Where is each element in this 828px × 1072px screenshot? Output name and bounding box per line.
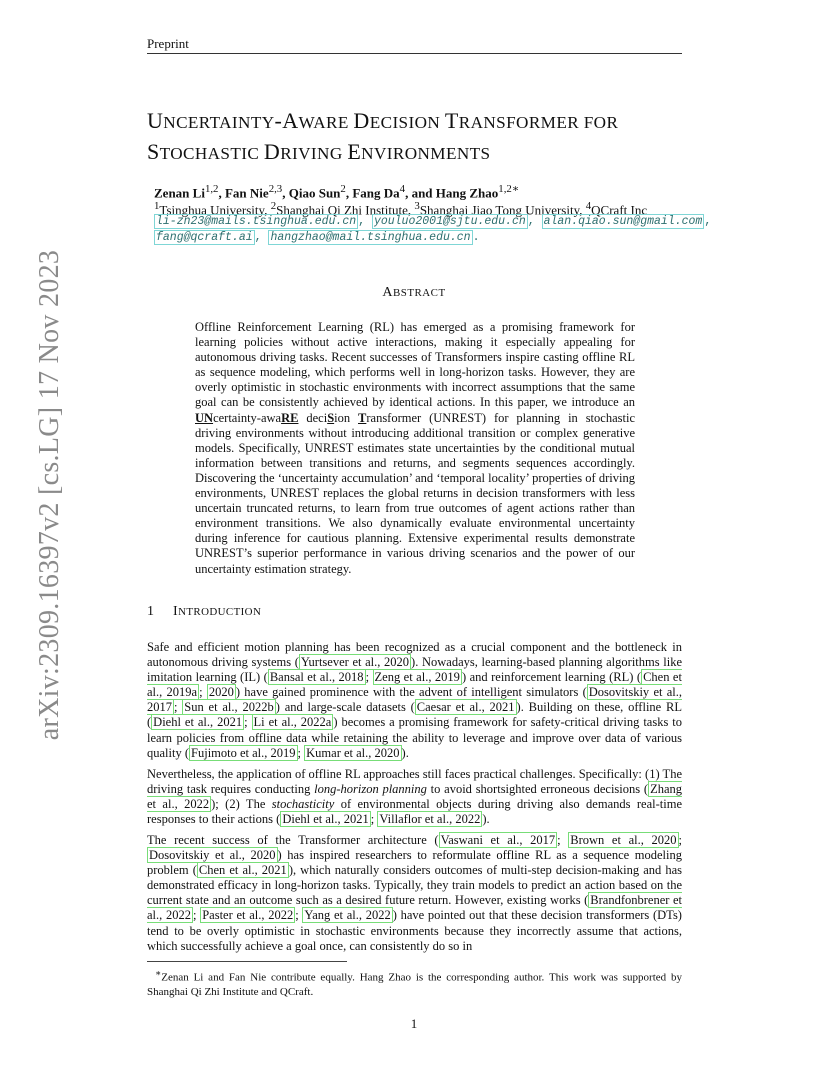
paragraph-text: ) and reinforcement learning (RL) (	[461, 670, 642, 685]
section-number: 1	[147, 604, 155, 619]
author-affil-mark: 2,3	[268, 183, 283, 195]
citation-link[interactable]: Yang et al., 2022	[304, 908, 391, 923]
acronym-text: ransformer	[366, 410, 422, 425]
citation-link[interactable]: Brandfonbrener et al., 2022	[147, 893, 682, 923]
email-end: .	[472, 231, 480, 244]
author-sep: ,	[345, 185, 353, 201]
paragraph-text: ;	[244, 715, 252, 730]
title-line-1	[147, 106, 707, 137]
citation-link[interactable]: Paster et al., 2022	[202, 908, 294, 923]
author-name: Fan Nie	[224, 185, 269, 201]
intro-paragraph-3	[147, 833, 682, 954]
citation-link[interactable]: Zhang et al., 2022	[147, 782, 682, 812]
intro-paragraph-2	[147, 767, 682, 827]
emphasis-text: long-horizon planning	[314, 782, 427, 797]
affil-mark: 1	[154, 200, 160, 212]
section-heading	[147, 604, 261, 620]
paragraph-text: ;	[174, 700, 183, 715]
email-sep: ,	[358, 215, 372, 228]
paragraph-text: ) have gained prominence with the advent of intelligent simulators (	[235, 685, 587, 700]
acronym-letter: UN	[195, 410, 214, 425]
acronym-text: deci	[298, 410, 328, 425]
paragraph-text: ) have pointed out that these decision transformers (DTs) tend to be overly optimistic in stochastic environments because they incorrectly assume that actions, which successfully achieve a goal once, can consistently do so in	[147, 908, 682, 953]
author-sep: ,	[282, 185, 289, 201]
abstract-heading-rest: BSTRACT	[393, 287, 446, 299]
email-link[interactable]: alan.qiao.sun@gmail.com	[543, 215, 703, 228]
author-name: Hang Zhao	[435, 185, 499, 201]
author-affil-mark: 1,2∗	[498, 183, 520, 195]
affil-mark: 4	[585, 200, 592, 212]
citation-link[interactable]: Vaswani et al., 2017	[440, 833, 556, 847]
paragraph-text: ). Building on these, offline RL (	[147, 700, 682, 730]
title-smallcaps: NVIRONMENTS	[361, 144, 491, 163]
citation-link[interactable]: Zeng et al., 2019	[374, 670, 460, 685]
title-smallcaps: ECISION	[369, 113, 445, 132]
footnote-rule	[147, 961, 347, 962]
section-title-initial: I	[173, 604, 179, 619]
paragraph-text: ;	[678, 833, 682, 847]
email-list	[154, 214, 714, 246]
acronym-letter: T	[358, 410, 367, 425]
affil-sep: ,	[264, 202, 271, 218]
title-line-2	[147, 137, 707, 168]
paragraph-text: ), which naturally considers outcomes of multi-step decision-making and has demonstrated efficacy in long-horizon tasks. Typically, they train models to predict an action based on the current state and an outcome such as a desired future return. However, existing works (	[147, 863, 682, 908]
citation-link[interactable]: Yurtsever et al., 2020	[300, 655, 410, 670]
paragraph-text: ;	[297, 745, 305, 760]
paragraph-text: ) and large-scale datasets (	[275, 700, 415, 715]
abstract-acronym	[195, 411, 421, 425]
acronym-text: certainty-awa	[213, 410, 282, 425]
title-smallcaps: RIVING	[280, 144, 348, 163]
emphasis-text: stochasticity	[271, 797, 335, 812]
paragraph-text: ) becomes a promising framework for safety-critical driving tasks to learn policies from offline data while retaining the ability to leverage and improve over data of various quality (	[147, 715, 682, 760]
email-link[interactable]: youluo2001@sjtu.edu.cn	[373, 215, 526, 228]
email-sep: ,	[254, 231, 269, 244]
citation-link[interactable]: Li et al., 2022a	[253, 715, 332, 730]
citation-link[interactable]: Bansal et al., 2018	[269, 670, 364, 685]
paragraph-text: ).	[401, 745, 409, 760]
author-name: Qiao Sun	[288, 185, 341, 201]
citation-link[interactable]: Caesar et al., 2021	[416, 700, 515, 715]
author-name: Zenan Li	[154, 185, 205, 201]
title-initial: S	[147, 139, 160, 164]
running-header: Preprint	[147, 36, 189, 51]
paragraph-text: ); (2) The	[211, 797, 272, 812]
footnote-text: Zenan Li and Fan Nie contribute equally. Hang Zhao is the corresponding author. This work was supported by Shanghai Qi Zhi Institute and QCraft.	[147, 971, 682, 998]
author-affil-mark: 2	[340, 183, 346, 195]
paper-title	[147, 106, 707, 168]
abstract-body	[195, 320, 635, 577]
citation-link[interactable]: Fujimoto et al., 2019	[191, 745, 296, 760]
abstract-heading	[0, 285, 828, 301]
title-initial: D	[353, 108, 370, 133]
citation-link[interactable]: Chen et al., 2021	[198, 863, 287, 878]
paragraph-text: ;	[557, 833, 569, 847]
paragraph-text: ). Nowadays, learning-based planning algorithms like imitation learning (IL) (	[147, 655, 682, 685]
section-title-rest: NTRODUCTION	[178, 606, 262, 618]
paragraph-text: The recent success of the Transformer architecture (	[147, 833, 439, 847]
citation-link[interactable]: Diehl et al., 2021	[282, 812, 369, 827]
author-name: Fang Da	[352, 185, 400, 201]
author-sep: , and	[405, 185, 436, 201]
intro-paragraph-1	[147, 640, 682, 761]
abstract-heading-initial: A	[382, 285, 394, 300]
header-rule	[147, 53, 682, 54]
affil-sep: ,	[407, 202, 415, 218]
title-initial: D	[263, 139, 281, 164]
email-sep: ,	[527, 215, 542, 228]
paragraph-text: to avoid shortsighted erroneous decisions (	[426, 782, 649, 797]
paragraph-text: ).	[482, 812, 490, 827]
paragraph-text: ) has inspired researchers to reformulate offline RL as a sequence modeling problem (	[147, 848, 682, 878]
citation-link[interactable]: Sun et al., 2022b	[184, 700, 274, 715]
arxiv-identifier[interactable]	[22, 249, 78, 741]
affil-mark: 3	[414, 200, 420, 212]
citation-link[interactable]: Brown et al., 2020	[570, 833, 677, 847]
citation-link[interactable]: Villaflor et al., 2022	[379, 812, 481, 827]
acronym-letter: S	[327, 410, 335, 425]
email-link[interactable]: li-zn23@mails.tsinghua.edu.cn	[156, 215, 357, 228]
footnote	[147, 966, 682, 999]
abstract-text-before: Offline Reinforcement Learning (RL) has emerged as a promising framework for learning policies without active interactions, making it especially appealing for autonomous driving tasks. Recent successes of Transformers inspire casting offline RL as sequence modeling, which performs well in long-horizon tasks. However, they are overly optimistic in stochastic environments with incorrect assumptions that the same goal can be consistently achieved by identical actions. In this paper, we introduce an	[195, 320, 635, 410]
paragraph-text: ;	[365, 670, 373, 685]
paragraph-text: ;	[295, 908, 303, 923]
affil-mark: 2	[270, 200, 277, 212]
citation-link[interactable]: Kumar et al., 2020	[306, 745, 400, 760]
email-link[interactable]: fang@qcraft.ai	[156, 231, 253, 244]
paragraph-text: ;	[193, 908, 201, 923]
footnote-mark: ∗	[155, 968, 162, 978]
email-sep: ,	[704, 215, 712, 228]
paragraph-text: ;	[370, 812, 378, 827]
paragraph-text: of environmental objects during driving also demands real-time responses to their actions (	[147, 797, 683, 827]
affil-sep: ,	[579, 202, 586, 218]
citation-link[interactable]: Dosovitskiy et al., 2017	[147, 685, 683, 715]
title-smallcaps: RANSFORMER FOR	[458, 113, 619, 132]
author-affil-mark: 1,2	[204, 183, 219, 195]
title-initial: T	[444, 108, 459, 133]
email-link[interactable]: hangzhao@mail.tsinghua.edu.cn	[270, 231, 471, 244]
title-initial: U	[147, 108, 164, 133]
paragraph-text: ;	[199, 685, 207, 700]
title-smallcaps: NCERTAINTY	[163, 113, 275, 132]
title-smallcaps: WARE	[298, 113, 354, 132]
author-affil-mark: 4	[399, 183, 406, 195]
title-initial: -A	[274, 108, 299, 133]
citation-link[interactable]: 2020	[208, 685, 234, 700]
affil-name: Tsinghua University	[159, 202, 265, 218]
title-initial: E	[347, 139, 362, 164]
author-sep: ,	[218, 185, 225, 201]
affil-name: Shanghai Jiao Tong University	[419, 202, 580, 218]
acronym-letter: RE	[281, 410, 299, 425]
abstract-text-after: (UNREST) for planning in stochastic driving environments without introducing additional transition or complex generative models. Specifically, UNREST estimates state uncertainties by the conditional mutual information between transitions and returns, and segments sequences accordingly. Discovering the ‘uncertainty accumulation’ and ‘temporal locality’ properties of driving environments, UNREST replaces the global returns in decision transformers with less uncertain truncated returns, to learn from true outcomes of agent actions rather than environment transitions. We also dynamically evaluate environmental uncertainty during inference for cautious planning. Extensive experimental results demonstrate UNREST’s superior performance in various driving scenarios and the power of our uncertainty estimation strategy.	[195, 410, 635, 576]
citation-link[interactable]: Chen et al., 2019a	[147, 670, 682, 700]
affil-name: Shanghai Qi Zhi Institute	[276, 202, 408, 218]
citation-link[interactable]: Diehl et al., 2021	[153, 715, 243, 730]
acronym-text: ion	[334, 410, 359, 425]
title-smallcaps: TOCHASTIC	[159, 144, 264, 163]
page-number: 1	[410, 1016, 418, 1031]
arxiv-identifier-text: arXiv:2309.16397v2 [cs.LG] 17 Nov 2023	[34, 249, 65, 741]
citation-link[interactable]: Dosovitskiy et al., 2020	[149, 848, 276, 863]
paragraph-text: Safe and efficient motion planning has been recognized as a crucial component and the bottleneck in autonomous driving systems (	[147, 640, 682, 670]
affil-name: QCraft Inc	[591, 202, 648, 218]
paragraph-text: Nevertheless, the application of offline RL approaches still faces practical challenges. Specifically: (1) The driving task requires conducting	[147, 767, 682, 797]
